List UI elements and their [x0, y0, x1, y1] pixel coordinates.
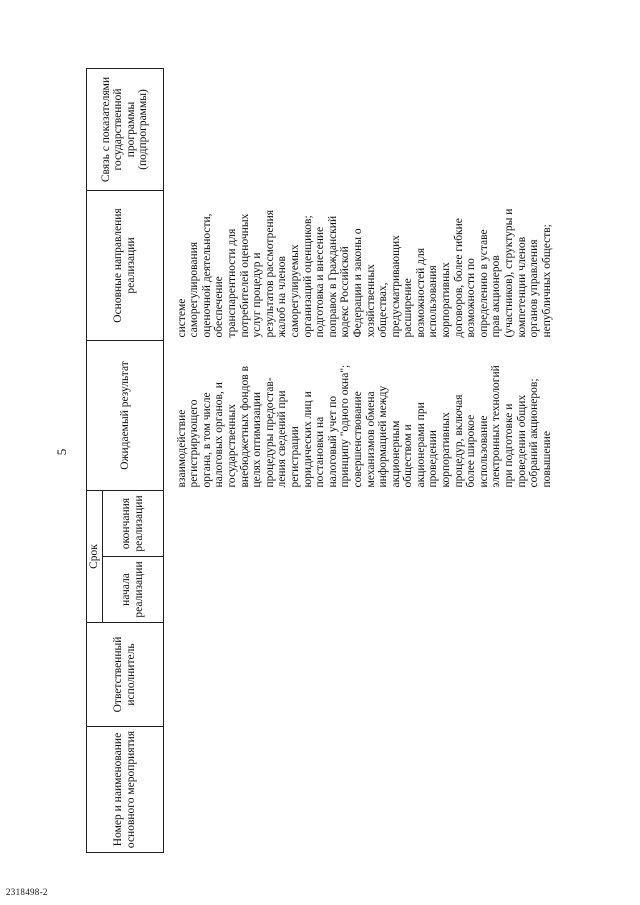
directions-line: потребителей оценочных	[238, 213, 251, 338]
cell-link	[163, 69, 553, 191]
header-directions: Основные направления реализации	[87, 191, 164, 341]
result-line: целях оптимизации	[251, 391, 264, 488]
directions-line: обеспечение	[213, 276, 226, 338]
directions-line: договоров, более гибкие	[452, 218, 465, 338]
result-line: акционерами при	[414, 402, 427, 488]
directions-line: услуг процедур и	[251, 252, 264, 338]
result-line: юридических лиц и	[301, 391, 314, 488]
directions-line: непубличных обществ;	[540, 224, 553, 338]
result-line: проведении общих	[515, 394, 528, 488]
directions-line: поправок в Гражданский	[326, 215, 339, 338]
header-end: окончания реализации	[102, 491, 163, 557]
directions-line: расширение	[402, 278, 415, 338]
document-id: 2318498-2	[6, 887, 48, 897]
result-line: регистрирующего	[188, 399, 201, 488]
result-line: использование	[477, 415, 490, 488]
result-line: информацией между	[377, 385, 390, 488]
cell-executor	[163, 623, 553, 727]
result-line: совершенствование	[351, 391, 364, 488]
result-line: электронных технологий	[490, 365, 503, 488]
result-line: акционерным	[389, 420, 402, 488]
cell-start	[163, 557, 553, 623]
directions-line: обществах,	[377, 282, 390, 338]
table-row	[163, 69, 553, 853]
directions-line: саморегулируемых	[288, 244, 301, 338]
result-line: налоговых органов, и	[213, 382, 226, 488]
result-line: внебюджетных фондов в	[238, 365, 251, 488]
header-start: начала реализации	[102, 557, 163, 623]
measures-table	[86, 68, 553, 853]
directions-line: прав акционеров	[490, 255, 503, 338]
directions-line: кодекс Российской	[339, 246, 352, 338]
result-line: процедуры предостав-	[263, 377, 276, 488]
result-line: регистрации	[288, 426, 301, 488]
cell-measure	[163, 727, 553, 853]
directions-line: (участников), структуры и	[503, 208, 516, 338]
cell-end	[163, 491, 553, 557]
directions-line: транспарентности для	[225, 228, 238, 338]
directions-line: возможности по	[465, 258, 478, 338]
page-number: 5	[54, 448, 69, 456]
directions-line: результатов рассмотрения	[263, 209, 276, 338]
result-line: повышение	[540, 431, 553, 488]
header-result: Ожидаемый результат	[87, 341, 164, 491]
result-line: собраний акционеров;	[528, 378, 541, 488]
directions-line: корпоративных	[440, 262, 453, 338]
result-line: проведении	[427, 430, 440, 488]
result-text	[176, 344, 554, 488]
directions-line: жалоб на членов	[276, 256, 289, 338]
header-link: Связь с показателями государственной программы (подпрограммы)	[87, 69, 164, 191]
result-line: принципу "одного окна";	[339, 364, 352, 488]
result-line: обществом и	[402, 424, 415, 488]
result-line: налоговый учет по	[326, 395, 339, 488]
directions-line: хозяйственных	[364, 264, 377, 338]
directions-text	[176, 194, 554, 338]
directions-line: определению в уставе	[477, 229, 490, 338]
result-line: корпоративных	[440, 412, 453, 488]
result-line: постановки на	[314, 416, 327, 488]
directions-line: органов управления	[528, 239, 541, 338]
result-line: при подготовке и	[503, 403, 516, 488]
cell-result	[163, 341, 553, 491]
directions-line: компетенции членов	[515, 236, 528, 338]
header-executor: Ответственный исполнитель	[87, 623, 164, 727]
result-line: взаимодействие	[175, 409, 188, 488]
directions-line: Федерации и законы о	[351, 228, 364, 338]
directions-line: возможностей для	[414, 247, 427, 338]
result-line: более широкое	[465, 414, 478, 488]
result-line: процедур, включая	[452, 394, 465, 488]
directions-line: саморегулирования	[188, 241, 201, 338]
directions-line: использования	[427, 265, 440, 338]
header-term: Срок	[87, 491, 103, 623]
directions-line: подготовка и внесение	[314, 226, 327, 338]
result-line: органа, в том числе	[200, 392, 213, 488]
directions-line: оценочной деятельности,	[200, 213, 213, 338]
result-line: государственных	[225, 403, 238, 488]
result-line: ления сведений при	[276, 390, 289, 488]
rotated-page	[40, 31, 600, 873]
cell-directions	[163, 191, 553, 341]
directions-line: системе	[175, 298, 188, 338]
result-line: механизмов обмена	[364, 391, 377, 488]
header-measure: Номер и наименование основного мероприятия	[87, 727, 164, 853]
directions-line: организаций оценщиков;	[301, 215, 314, 338]
header-row-1	[87, 69, 103, 853]
directions-line: предусматривающих	[389, 235, 402, 338]
